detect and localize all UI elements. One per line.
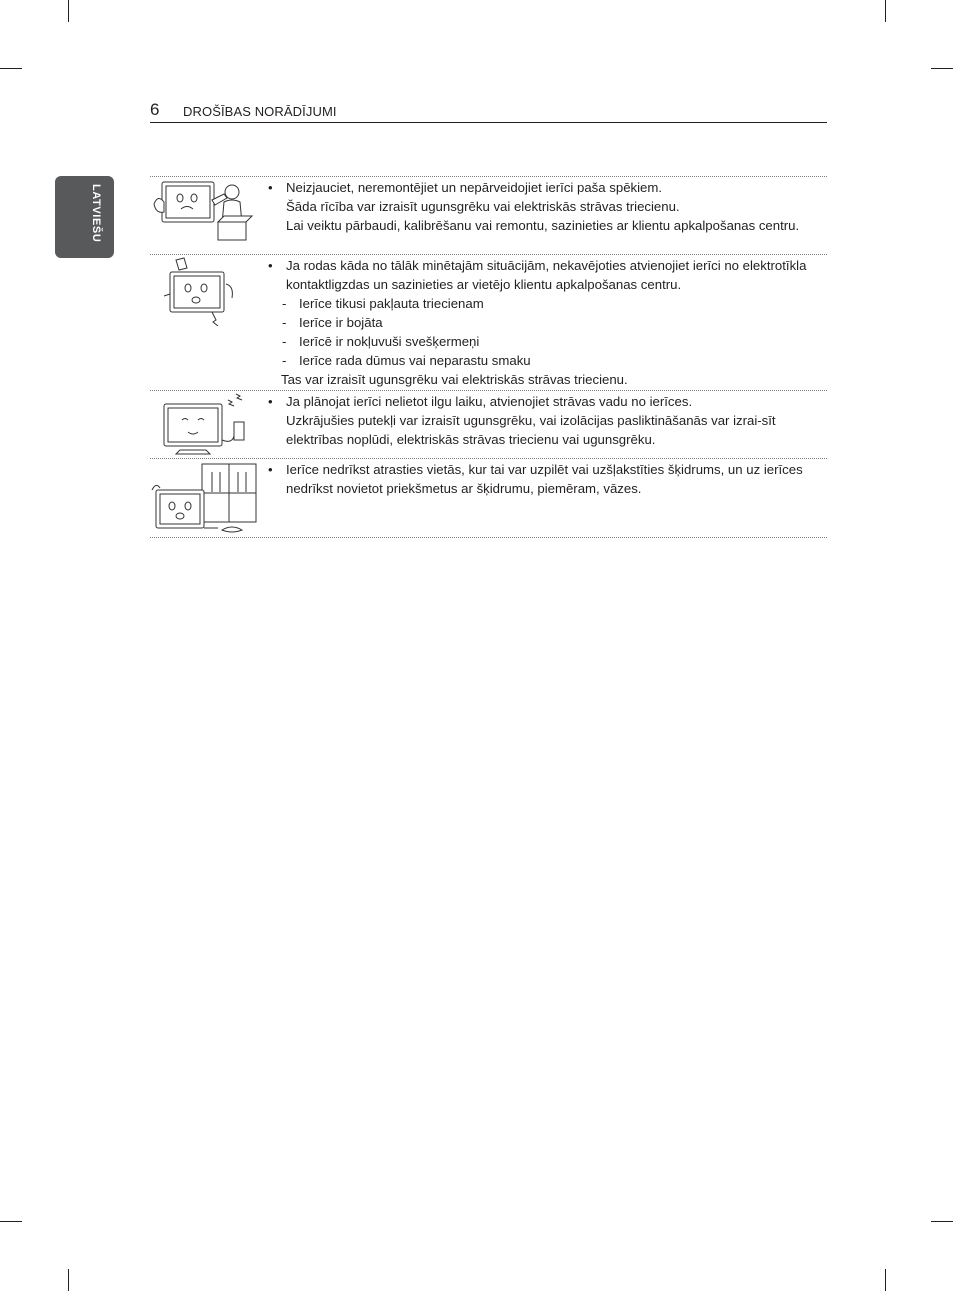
crop-mark [885, 0, 886, 22]
page-number: 6 [150, 100, 160, 119]
crop-mark [68, 0, 69, 22]
page-header [150, 100, 827, 123]
tv-unplugged-illustration-icon [150, 392, 262, 458]
crop-mark [0, 68, 22, 69]
list-item-text: Ierīce ir bojāta [299, 315, 383, 330]
crop-mark [931, 1221, 953, 1222]
section-title: DROŠĪBAS NORĀDĪJUMI [183, 104, 337, 119]
crop-mark [0, 1221, 22, 1222]
bullet-item [268, 256, 827, 294]
list-item-text: Ierīce rada dūmus vai neparastu smaku [299, 353, 531, 368]
safety-table [150, 176, 827, 538]
tv-liquid-illustration-icon [150, 460, 262, 536]
safety-text [268, 459, 827, 498]
bullet-item [268, 460, 827, 498]
paragraph: Tas var izraisīt ugunsgrēku vai elektriskās strāvas triecienu. [281, 372, 628, 387]
dash-mark: - [282, 334, 287, 349]
dash-mark: - [282, 296, 287, 311]
crop-mark [68, 1269, 69, 1291]
bullet-dot: • [268, 462, 273, 477]
paragraph: Ierīce nedrīkst atrasties vietās, kur tai var uzpilēt vai uzšļakstīties šķidrums, un uz ierīces nedrīkst novietot priekšmetus ar šķidrumu, piemēram, vāzes. [286, 462, 803, 496]
paragraph: Neizjauciet, neremontējiet un nepārveidojiet ierīci paša spēkiem. [286, 180, 663, 195]
list-item [268, 332, 827, 351]
bullet-dot: • [268, 394, 273, 409]
safety-text [268, 255, 827, 389]
safety-row-disassembly [150, 176, 827, 254]
language-tab [55, 176, 114, 258]
paragraph: Lai veiktu pārbaudi, kalibrēšanu vai remontu, sazinieties ar klientu apkalpošanas centru. [286, 218, 800, 233]
paragraph: Uzkrājušies putekļi var izraisīt ugunsgrēku, vai izolācijas pasliktināšanās var izrai-sīt elektrības noplūdi, elektriskās strāvas triecienu vai ugunsgrēku. [286, 413, 776, 447]
tv-smoke-illustration-icon [150, 256, 262, 326]
safety-row-unplug-situations [150, 254, 827, 390]
list-item-text: Ierīce tikusi pakļauta triecienam [299, 296, 484, 311]
paragraph: Ja rodas kāda no tālāk minētajām situācijām, nekavējoties atvienojiet ierīci no elektrotīkla kontaktligzdas un sazinieties ar vietējo klientu apkalpošanas centru. [286, 258, 807, 292]
list-item-text: Ierīcē ir nokļuvuši svešķermeņi [299, 334, 480, 349]
bullet-item [268, 178, 827, 235]
crop-mark [931, 68, 953, 69]
bullet-dot: • [268, 180, 273, 195]
safety-text [268, 391, 827, 449]
safety-text [268, 177, 827, 235]
paragraph: Šāda rīcība var izraisīt ugunsgrēku vai elektriskās strāvas triecienu. [286, 199, 680, 214]
paragraph: Ja plānojat ierīci nelietot ilgu laiku, atvienojiet strāvas vadu no ierīces. [286, 394, 693, 409]
list-item [268, 294, 827, 313]
tv-repair-illustration-icon [150, 178, 262, 244]
bullet-item [268, 392, 827, 449]
safety-row-liquids [150, 458, 827, 538]
bullet-dot: • [268, 258, 273, 273]
language-tab-label: LATVIEŠU [90, 184, 102, 243]
dash-mark: - [282, 353, 287, 368]
crop-mark [885, 1269, 886, 1291]
dash-mark: - [282, 315, 287, 330]
list-item [268, 351, 827, 370]
safety-row-long-unused [150, 390, 827, 458]
list-item [268, 313, 827, 332]
